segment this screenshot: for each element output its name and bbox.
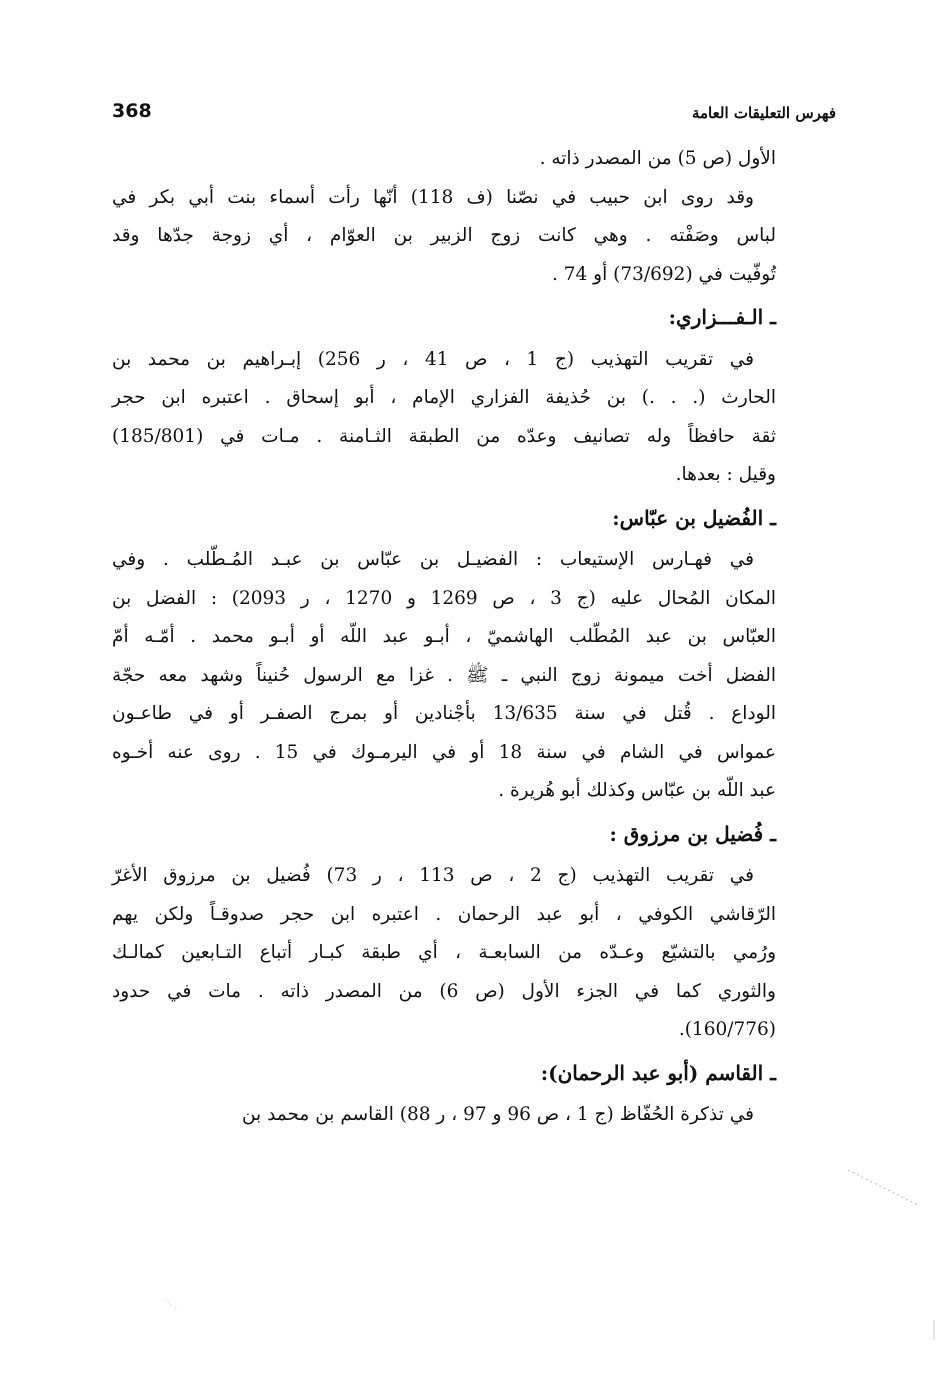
scan-streak: [165, 1300, 178, 1310]
entry-heading: ـ القاسم (أبو عبد الرحمان):: [540, 1060, 776, 1085]
entry-heading: ـ الفُضيل بن عبّاس:: [612, 505, 776, 530]
entry-heading: ـ فُضيل بن مرزوق :: [609, 821, 776, 846]
text-line: العبّاس بن عبد المُطّلب الهاشميّ ، أبـو عبد اللّه أو أبـو محمد . أمّـه أمّ: [112, 626, 776, 647]
text-line: الأول (ص 5) من المصدر ذاته .: [539, 148, 776, 169]
text-line: لباس وصَفْته . وهي كانت زوج الزبير بن العوّام ، أي زوجة جدّها وقد: [112, 225, 776, 246]
entry-heading: ـ الـفـــزاري:: [668, 305, 776, 329]
text-line: في تذكرة الحُفّاظ (ج 1 ، ص 96 و 97 ، ر 88) القاسم بن محمد بن: [241, 1104, 754, 1125]
text-line: المكان المُحال عليه (ج 3 ، ص 1269 و 1270 ، ر 2093) : الفضل بن: [112, 587, 777, 609]
text-line: الفضل أخت ميمونة زوج النبي ـ ﷺ . غزا مع الرسول حُنيناً وشهد معه حجّة: [112, 664, 776, 686]
text-line: (160/776).: [678, 1019, 776, 1040]
page-header: [112, 86, 836, 122]
text-line: عمواس في الشام في سنة 18 أو في اليرمـوك في 15 . روى عنه أخـوه: [112, 741, 776, 763]
scan-streak: [848, 1170, 918, 1205]
text-line: في تقريب التهذيب (ج 1 ، ص 41 ، ر 256) إبـراهيم بن محمد بن: [112, 348, 755, 370]
text-line: ورُمي بالتشيّع وعـدّه من السابعـة ، أي طبقة كبـار أتباع التـابعين كمالـك: [112, 942, 776, 963]
text-line: وقد روى ابن حبيب في نصّنا (ف 118) أنّها رأت أسماء بنت أبي بكر في: [112, 186, 754, 208]
text-line: والثوري كما في الجزء الأول (ص 6) من المصدر ذاته . مات في حدود: [112, 980, 776, 1002]
text-line: الوداع . قُتل في سنة 13/635 بأجْنادين أو بمرج الصفـر أو في طاعـون: [112, 703, 776, 724]
page-number: 368: [112, 100, 152, 122]
page-body: [112, 140, 776, 1135]
text-line: تُوفّيت في (73/692) أو 74 .: [551, 263, 776, 285]
text-line: في فهـارس الإستيعاب : الفضيـل بن عبّاس بن عبـد المُـطّلب . وفي: [112, 549, 754, 570]
text-line: الرّقاشي الكوفي ، أبو عبد الرحمان . اعتبره ابن حجر صدوقـاً ولكن يهم: [112, 903, 776, 925]
text-line: وقيل : بعدها.: [675, 464, 776, 485]
running-title: فهرس التعليقات العامة: [691, 104, 836, 122]
text-line: في تقريب التهذيب (ج 2 ، ص 113 ، ر 73) فُضيل بن مرزوق الأغرّ: [112, 865, 755, 886]
text-line: الحارث (. . .) بن حُذيفة الفزاري الإمام ، أبو إسحاق . اعتبره ابن حجر: [112, 387, 776, 408]
text-line: ثقة حافظاً وله تصانيف وعدّه من الطبقة الثـامنة . مـات في (185/801): [112, 425, 776, 447]
text-line: عبد اللّه بن عبّاس وكذلك أبو هُريرة .: [498, 780, 776, 801]
